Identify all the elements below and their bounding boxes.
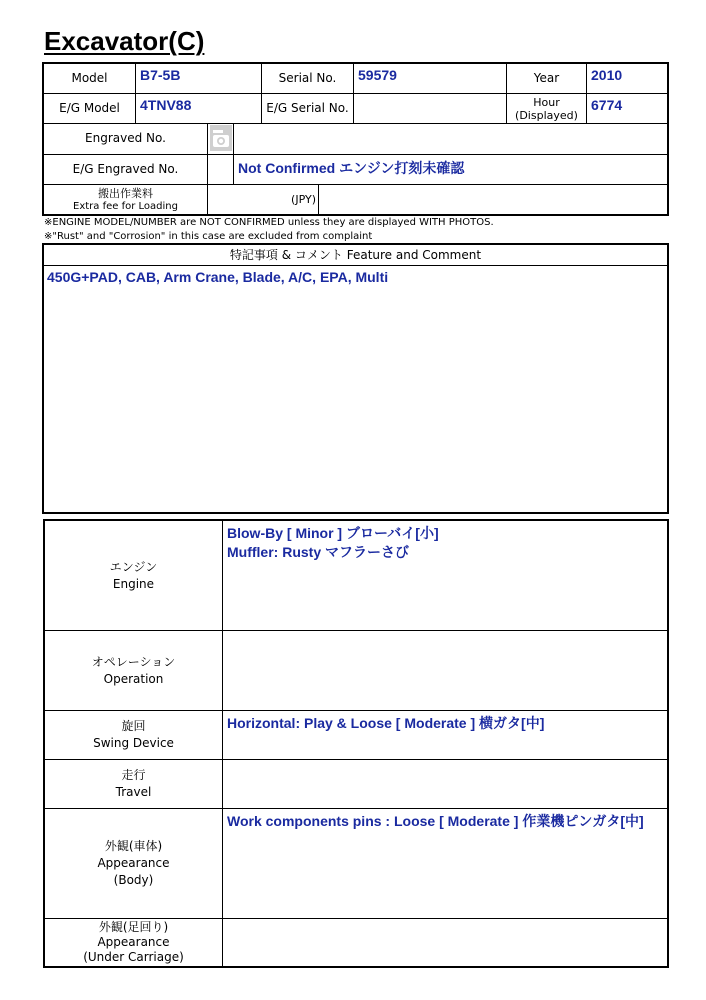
extra-fee-label — [44, 185, 208, 214]
body-label-en: Appearance — [97, 856, 170, 870]
swing-label — [45, 711, 223, 760]
operation-label — [45, 631, 223, 711]
body-comment — [223, 809, 667, 919]
operation-label-en: Operation — [103, 671, 164, 686]
note-engine-confirm: ※ENGINE MODEL/NUMBER are NOT CONFIRMED unless they are displayed WITH PHOTOS. — [44, 217, 494, 228]
eg-serial-value — [354, 94, 507, 124]
under-carriage-comment — [223, 919, 667, 966]
under-carriage-label-en2: (Under Carriage) — [83, 950, 184, 964]
body-label — [45, 809, 223, 919]
page-title: Excavator(C) — [44, 26, 205, 56]
travel-label-en: Travel — [115, 785, 152, 799]
hour-label-line2: (Displayed) — [515, 108, 578, 122]
swing-comment — [223, 711, 667, 760]
eg-model-label: E/G Model — [44, 94, 136, 124]
operation-comment — [223, 631, 667, 711]
extra-fee-amount — [208, 185, 319, 214]
feature-header: 特記事項 & コメント Feature and Comment — [44, 245, 667, 266]
under-carriage-label-en: Appearance — [97, 935, 170, 949]
swing-comment-line1: Horizontal: Play & Loose [ Moderate ] 横ガタ[中] — [227, 715, 545, 731]
model-label: Model — [44, 64, 136, 94]
travel-comment — [223, 760, 667, 809]
swing-label-en: Swing Device — [93, 736, 174, 750]
year-label: Year — [507, 64, 587, 94]
operation-label-jp: オペレーション — [91, 654, 176, 669]
under-carriage-label — [45, 919, 223, 966]
feature-comment-box — [42, 243, 669, 514]
swing-label-jp: 旋回 — [121, 719, 146, 733]
extra-fee-label-jp: 搬出作業料 — [98, 186, 153, 200]
body-label-jp: 外観(車体) — [104, 839, 163, 853]
camera-icon[interactable] — [210, 125, 232, 151]
extra-fee-label-en: Extra fee for Loading — [73, 200, 178, 212]
engine-comment — [223, 521, 667, 631]
engine-label-jp: エンジン — [109, 559, 158, 574]
eg-model-value: 4TNV88 — [136, 94, 262, 124]
serial-value: 59579 — [354, 64, 507, 94]
engraved-label: Engraved No. — [44, 124, 208, 155]
extra-fee-note — [319, 185, 667, 214]
info-table — [42, 62, 669, 216]
engine-comment-line1: Blow-By [ Minor ] ブローバイ[小] — [227, 525, 439, 541]
engraved-value — [234, 124, 667, 155]
eg-engraved-value: Not Confirmed エンジン打刻未確認 — [234, 155, 667, 185]
eg-serial-label: E/G Serial No. — [262, 94, 354, 124]
year-value: 2010 — [587, 64, 667, 94]
hour-label-line1: Hour — [533, 95, 560, 109]
note-rust-excluded: ※"Rust" and "Corrosion" in this case are excluded from complaint — [44, 231, 373, 242]
condition-table — [43, 519, 669, 968]
engine-label-en: Engine — [112, 576, 155, 591]
body-label-en2: (Body) — [113, 873, 154, 887]
engine-comment-line2: Muffler: Rusty マフラーさび — [227, 544, 409, 560]
feature-text: 450G+PAD, CAB, Arm Crane, Blade, A/C, EPA, Multi — [47, 269, 389, 285]
serial-label: Serial No. — [262, 64, 354, 94]
currency-label: (JPY) — [291, 193, 316, 206]
travel-label — [45, 760, 223, 809]
engine-label — [45, 521, 223, 631]
eg-engraved-label: E/G Engraved No. — [44, 155, 208, 185]
hour-value: 6774 — [587, 94, 667, 124]
body-comment-line1: Work components pins : Loose [ Moderate ] 作業機ピンガタ[中] — [227, 813, 644, 829]
under-carriage-label-jp: 外観(足回り) — [98, 920, 169, 934]
eg-engraved-photo-cell — [208, 155, 234, 185]
model-value: B7-5B — [136, 64, 262, 94]
hour-label — [507, 94, 587, 124]
travel-label-jp: 走行 — [121, 768, 146, 782]
